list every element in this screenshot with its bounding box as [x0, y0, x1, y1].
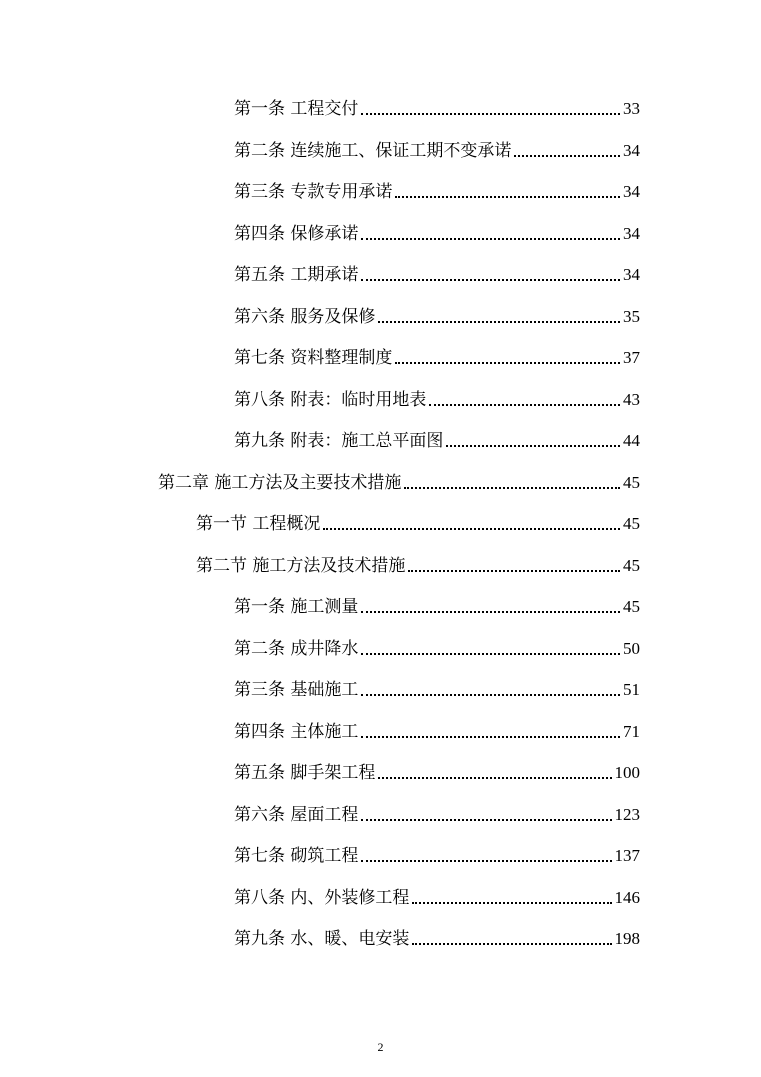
toc-entry	[234, 222, 640, 246]
toc-entry-page: 45	[623, 597, 640, 616]
toc-entry-label: 第三条 基础施工	[234, 680, 359, 700]
toc-leader-dots	[361, 693, 620, 696]
toc-entry-page: 43	[623, 390, 640, 409]
toc-entry-page: 34	[623, 224, 640, 243]
toc-entry-page: 34	[623, 141, 640, 160]
toc-leader-dots	[361, 818, 611, 821]
toc-entry	[234, 637, 640, 661]
toc-entry-page: 33	[623, 99, 640, 118]
toc-entry	[234, 803, 640, 827]
toc-entry	[234, 678, 640, 702]
toc-leader-dots	[378, 776, 611, 779]
toc-section-entry	[196, 554, 640, 578]
toc-entry-page: 123	[614, 805, 640, 824]
toc-entry-page: 146	[614, 888, 640, 907]
toc-entry-label: 第二节 施工方法及技术措施	[196, 556, 406, 576]
toc-entry-page: 34	[623, 182, 640, 201]
toc-entry-label: 第二条 成井降水	[234, 639, 359, 659]
toc-leader-dots	[361, 237, 620, 240]
toc-entry-label: 第五条 工期承诺	[234, 265, 359, 285]
toc-leader-dots	[395, 361, 620, 364]
toc-entry-page: 51	[623, 680, 640, 699]
toc-leader-dots	[361, 859, 611, 862]
toc-entry-page: 45	[623, 473, 640, 492]
toc-entry-page: 198	[614, 929, 640, 948]
toc-entry-page: 71	[623, 722, 640, 741]
toc-entry-label: 第四条 主体施工	[234, 722, 359, 742]
toc-entry-label: 第六条 屋面工程	[234, 805, 359, 825]
toc-leader-dots	[361, 652, 620, 655]
toc-chapter-entry	[158, 471, 640, 495]
toc-entry-label: 第一条 工程交付	[234, 99, 359, 119]
toc-entry-page: 45	[623, 514, 640, 533]
toc-leader-dots	[361, 610, 620, 613]
toc-leader-dots	[395, 195, 620, 198]
toc-entry	[234, 720, 640, 744]
toc-section-entry	[196, 512, 640, 536]
toc-leader-dots	[361, 112, 620, 115]
toc-entry-label: 第二章 施工方法及主要技术措施	[158, 473, 402, 493]
toc-leader-dots	[361, 735, 620, 738]
toc-leader-dots	[514, 154, 620, 157]
toc-entry	[234, 180, 640, 204]
toc-entry-label: 第七条 砌筑工程	[234, 846, 359, 866]
toc-entry-label: 第八条 内、外装修工程	[234, 888, 410, 908]
toc-leader-dots	[404, 486, 620, 489]
toc-leader-dots	[361, 278, 620, 281]
toc-entry-label: 第九条 水、暖、电安装	[234, 929, 410, 949]
toc-entry	[234, 305, 640, 329]
toc-entry-label: 第四条 保修承诺	[234, 224, 359, 244]
toc-entry-label: 第三条 专款专用承诺	[234, 182, 393, 202]
toc-entry	[234, 761, 640, 785]
toc-entry-label: 第二条 连续施工、保证工期不变承诺	[234, 141, 512, 161]
toc-entry	[234, 139, 640, 163]
toc-entry-page: 50	[623, 639, 640, 658]
toc-entry-label: 第一条 施工测量	[234, 597, 359, 617]
toc-entry	[234, 886, 640, 910]
toc-entry-label: 第一节 工程概况	[196, 514, 321, 534]
toc-entry-label: 第七条 资料整理制度	[234, 348, 393, 368]
toc-entry-page: 34	[623, 265, 640, 284]
toc-entry-page: 44	[623, 431, 640, 450]
toc-entry-page: 37	[623, 348, 640, 367]
toc-entry-page: 137	[614, 846, 640, 865]
toc-leader-dots	[412, 901, 611, 904]
toc-entry	[234, 346, 640, 370]
toc-leader-dots	[323, 527, 620, 530]
toc-entry-page: 35	[623, 307, 640, 326]
toc-entry	[234, 844, 640, 868]
toc-entry	[234, 97, 640, 121]
toc-leader-dots	[446, 444, 620, 447]
toc-leader-dots	[408, 569, 620, 572]
toc-leader-dots	[429, 403, 620, 406]
toc-entry-page: 45	[623, 556, 640, 575]
toc-entry	[234, 927, 640, 951]
toc-leader-dots	[412, 942, 611, 945]
toc-entry	[234, 595, 640, 619]
toc-entry	[234, 388, 640, 412]
toc-entry-label: 第八条 附表：临时用地表	[234, 390, 427, 410]
page-number: 2	[377, 1040, 384, 1054]
toc-entry-page: 100	[614, 763, 640, 782]
toc-entry-label: 第六条 服务及保修	[234, 307, 376, 327]
toc-entry-label: 第九条 附表：施工总平面图	[234, 431, 444, 451]
toc-entry	[234, 263, 640, 287]
toc-entry	[234, 429, 640, 453]
toc-entry-label: 第五条 脚手架工程	[234, 763, 376, 783]
toc-leader-dots	[378, 320, 620, 323]
